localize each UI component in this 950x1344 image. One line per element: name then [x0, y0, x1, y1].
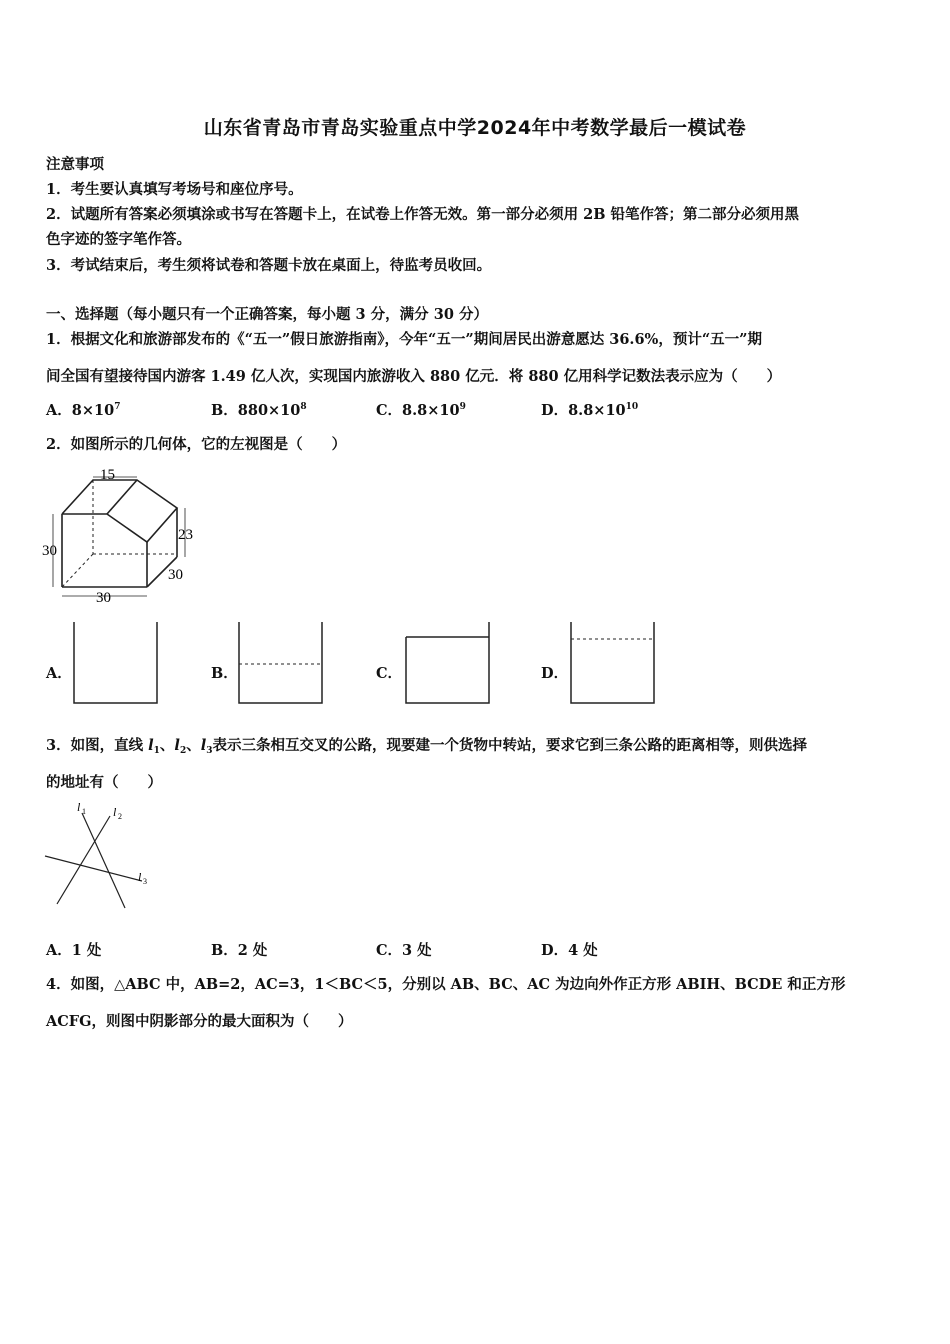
svg-text:l: l	[77, 800, 81, 814]
notice-item: 3．考试结束后，考生须将试卷和答题卡放在桌面上，待监考员收回。	[46, 257, 492, 274]
q1-option-b[interactable]: B．$880\times 10^8$	[211, 402, 307, 419]
q2-option-b-label[interactable]: B．	[211, 665, 238, 682]
dimension-label: 30	[96, 590, 111, 606]
dimension-label: 15	[100, 467, 115, 483]
notice-item: 2．试题所有答案必须填涂或书写在答题卡上，在试卷上作答无效。第一部分必须用 2B 铅笔作答；第二部分必须用黑	[46, 206, 800, 223]
question-1-line-1: 1．根据文化和旅游部发布的《“五一”假日旅游指南》，今年“五一”期间居民出游意愿达 36.6%，预计“五一”期	[46, 331, 763, 348]
notice-item: 1．考生要认真填写考场号和座位序号。	[46, 181, 303, 198]
solid-figure	[40, 462, 200, 607]
svg-text:1: 1	[82, 807, 86, 816]
q2-option-d-figure[interactable]	[569, 620, 657, 706]
section-heading: 一、选择题（每小题只有一个正确答案，每小题 3 分，满分 30 分）	[46, 306, 488, 323]
q1-option-c[interactable]: C．$8.8\times 10^9$	[376, 402, 466, 419]
q1-option-a[interactable]: A．$8\times 10^7$	[46, 402, 121, 419]
page-title: 山东省青岛市青岛实验重点中学2024年中考数学最后一模试卷	[203, 117, 747, 139]
question-3-line-1: 3．如图，直线 $l_1$、$l_2$、$l_3$表示三条相互交叉的公路，现要建一个货物中转站，要求它到三条公路的距离相等，则供选择	[46, 737, 807, 756]
notice-item: 色字迹的签字笔作答。	[46, 231, 191, 248]
question-1-line-2: 间全国有望接待国内游客 1.49 亿人次，实现国内旅游收入 880 亿元．将 880 亿用科学记数法表示应为（ ）	[46, 368, 782, 385]
q2-option-c-figure[interactable]	[404, 620, 492, 706]
question-2-text: 2．如图所示的几何体，它的左视图是（ ）	[46, 436, 347, 453]
q1-option-d[interactable]: D．$8.8\times 10^{10}$	[541, 402, 639, 419]
question-4-line-2: ACFG，则图中阴影部分的最大面积为（ ）	[46, 1013, 353, 1030]
dimension-label: 30	[168, 567, 183, 583]
q2-option-c-label[interactable]: C．	[376, 665, 403, 682]
q3-option-a[interactable]: A．1 处	[46, 942, 102, 959]
q2-option-a-label[interactable]: A．	[46, 665, 72, 682]
question-3-line-2: 的地址有（ ）	[46, 774, 162, 791]
q2-option-b-figure[interactable]	[237, 620, 325, 706]
svg-text:2: 2	[118, 812, 122, 821]
svg-text:l: l	[138, 870, 142, 884]
q2-option-d-label[interactable]: D．	[541, 665, 569, 682]
question-4-line-1: 4．如图，△ABC 中，AB=2，AC=3，1＜BC＜5，分别以 AB、BC、AC 为边向外作正方形 ABIH、BCDE 和正方形	[46, 976, 846, 993]
dimension-label: 30	[42, 543, 57, 559]
notice-heading: 注意事项	[46, 156, 104, 173]
dimension-label: 23	[178, 527, 193, 543]
q3-option-b[interactable]: B．2 处	[211, 942, 268, 959]
svg-text:3: 3	[143, 877, 147, 886]
svg-text:l: l	[113, 805, 117, 819]
q3-option-d[interactable]: D．4 处	[541, 942, 598, 959]
three-lines-figure	[42, 798, 157, 910]
q3-option-c[interactable]: C．3 处	[376, 942, 432, 959]
q2-option-a-figure[interactable]	[72, 620, 160, 706]
